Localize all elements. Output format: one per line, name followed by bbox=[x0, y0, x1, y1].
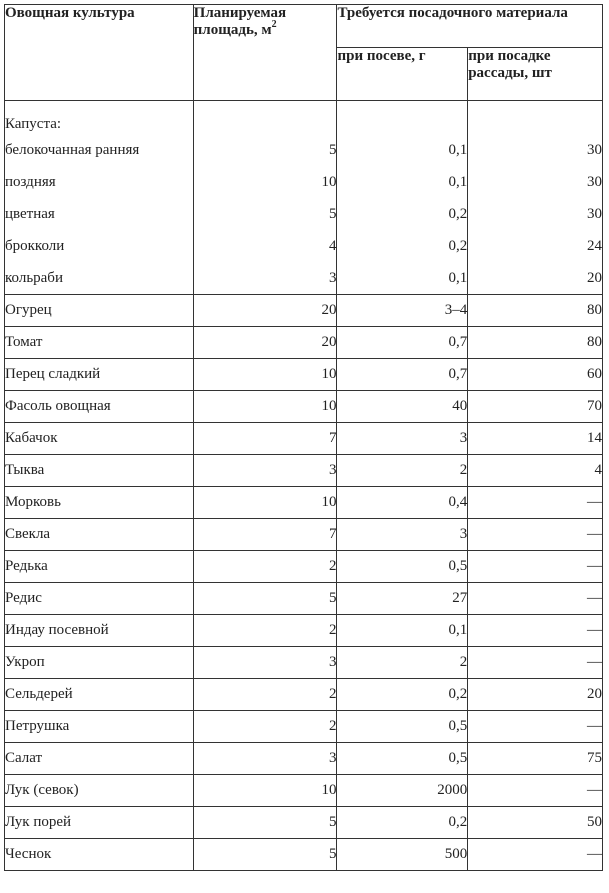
crop-name: цветная bbox=[5, 199, 194, 231]
seedling-count: 30 bbox=[468, 135, 603, 167]
crop-name: Фасоль овощная bbox=[5, 391, 194, 423]
planned-area: 5 bbox=[193, 839, 337, 871]
table-row bbox=[5, 231, 603, 263]
planned-area: 3 bbox=[193, 647, 337, 679]
planned-area: 10 bbox=[193, 487, 337, 519]
seedling-count: 24 bbox=[468, 231, 603, 263]
planned-area: 2 bbox=[193, 711, 337, 743]
seedling-count: 4 bbox=[468, 455, 603, 487]
planned-area: 3 bbox=[193, 263, 337, 295]
planned-area: 7 bbox=[193, 519, 337, 551]
crop-name: Лук (севок) bbox=[5, 775, 194, 807]
header-seedlings: при посадке рассады, шт bbox=[468, 48, 603, 101]
crop-name: поздняя bbox=[5, 167, 194, 199]
seed-amount: 0,2 bbox=[337, 231, 468, 263]
crop-name: Редька bbox=[5, 551, 194, 583]
seedling-count: — bbox=[468, 583, 603, 615]
table-row bbox=[5, 615, 603, 647]
crop-name: Тыква bbox=[5, 455, 194, 487]
crop-name: Редис bbox=[5, 583, 194, 615]
planned-area: 5 bbox=[193, 807, 337, 839]
crop-name: кольраби bbox=[5, 263, 194, 295]
table-row bbox=[5, 487, 603, 519]
seed-amount: 0,5 bbox=[337, 711, 468, 743]
table-row bbox=[5, 295, 603, 327]
planned-area: 5 bbox=[193, 199, 337, 231]
crop-name: белокочанная ранняя bbox=[5, 135, 194, 167]
seed-amount: 3 bbox=[337, 423, 468, 455]
header-area-text: Планируемая площадь, м bbox=[193, 5, 287, 38]
cabbage-label: Капуста: bbox=[5, 101, 194, 135]
planting-material-table bbox=[4, 4, 603, 871]
seedling-count: 70 bbox=[468, 391, 603, 423]
crop-name: Петрушка bbox=[5, 711, 194, 743]
seedling-count: 30 bbox=[468, 167, 603, 199]
seed-amount: 0,2 bbox=[337, 807, 468, 839]
crop-name: брокколи bbox=[5, 231, 194, 263]
header-material: Требуется посадочного материала bbox=[337, 5, 603, 48]
table-row bbox=[5, 455, 603, 487]
planned-area: 10 bbox=[193, 359, 337, 391]
header-area bbox=[193, 5, 337, 101]
seed-amount: 0,1 bbox=[337, 167, 468, 199]
planned-area: 20 bbox=[193, 295, 337, 327]
table-row bbox=[5, 839, 603, 871]
planned-area: 5 bbox=[193, 135, 337, 167]
seed-amount: 0,1 bbox=[337, 615, 468, 647]
header-crop: Овощная культура bbox=[5, 5, 194, 101]
planned-area: 2 bbox=[193, 615, 337, 647]
seedling-count: — bbox=[468, 775, 603, 807]
seed-amount: 0,2 bbox=[337, 679, 468, 711]
planned-area: 3 bbox=[193, 455, 337, 487]
seed-amount: 27 bbox=[337, 583, 468, 615]
table-row bbox=[5, 135, 603, 167]
seedling-count: 75 bbox=[468, 743, 603, 775]
crop-name: Чеснок bbox=[5, 839, 194, 871]
seed-amount: 0,2 bbox=[337, 199, 468, 231]
table-row bbox=[5, 263, 603, 295]
table-row bbox=[5, 647, 603, 679]
crop-name: Кабачок bbox=[5, 423, 194, 455]
seed-amount: 0,1 bbox=[337, 135, 468, 167]
header-area-sup: 2 bbox=[271, 19, 277, 30]
cabbage-group-row bbox=[5, 101, 603, 135]
seedling-count: — bbox=[468, 647, 603, 679]
seedling-count: 60 bbox=[468, 359, 603, 391]
seedling-count: 20 bbox=[468, 263, 603, 295]
seed-amount: 2 bbox=[337, 455, 468, 487]
seed-amount: 0,7 bbox=[337, 359, 468, 391]
planned-area: 7 bbox=[193, 423, 337, 455]
planned-area: 4 bbox=[193, 231, 337, 263]
crop-name: Перец сладкий bbox=[5, 359, 194, 391]
seedling-count: — bbox=[468, 519, 603, 551]
planned-area: 2 bbox=[193, 679, 337, 711]
table-row bbox=[5, 775, 603, 807]
table-row bbox=[5, 551, 603, 583]
table-row bbox=[5, 743, 603, 775]
seed-amount: 2000 bbox=[337, 775, 468, 807]
seed-amount: 3 bbox=[337, 519, 468, 551]
crop-name: Свекла bbox=[5, 519, 194, 551]
seedling-count: — bbox=[468, 551, 603, 583]
seed-amount: 2 bbox=[337, 647, 468, 679]
seedling-count: 50 bbox=[468, 807, 603, 839]
seedling-count: 20 bbox=[468, 679, 603, 711]
crop-name: Лук порей bbox=[5, 807, 194, 839]
crop-name: Томат bbox=[5, 327, 194, 359]
table-row bbox=[5, 391, 603, 423]
crop-name: Салат bbox=[5, 743, 194, 775]
planned-area: 3 bbox=[193, 743, 337, 775]
table-row bbox=[5, 807, 603, 839]
seedling-count: — bbox=[468, 839, 603, 871]
table-row bbox=[5, 199, 603, 231]
seed-amount: 0,1 bbox=[337, 263, 468, 295]
planned-area: 10 bbox=[193, 775, 337, 807]
crop-name: Укроп bbox=[5, 647, 194, 679]
seed-amount: 40 bbox=[337, 391, 468, 423]
seed-amount: 500 bbox=[337, 839, 468, 871]
table-row bbox=[5, 359, 603, 391]
seedling-count: 30 bbox=[468, 199, 603, 231]
table-row bbox=[5, 327, 603, 359]
table-row bbox=[5, 711, 603, 743]
planned-area: 2 bbox=[193, 551, 337, 583]
seed-amount: 3–4 bbox=[337, 295, 468, 327]
crop-name: Индау посевной bbox=[5, 615, 194, 647]
planned-area: 10 bbox=[193, 167, 337, 199]
seedling-count: 80 bbox=[468, 295, 603, 327]
seedling-count: — bbox=[468, 711, 603, 743]
seed-amount: 0,5 bbox=[337, 743, 468, 775]
seedling-count: — bbox=[468, 615, 603, 647]
table-row bbox=[5, 519, 603, 551]
seedling-count: — bbox=[468, 487, 603, 519]
planned-area: 5 bbox=[193, 583, 337, 615]
header-seed: при посеве, г bbox=[337, 48, 468, 101]
crop-name: Сельдерей bbox=[5, 679, 194, 711]
seed-amount: 0,5 bbox=[337, 551, 468, 583]
crop-name: Огурец bbox=[5, 295, 194, 327]
seed-amount: 0,7 bbox=[337, 327, 468, 359]
seedling-count: 14 bbox=[468, 423, 603, 455]
seed-amount: 0,4 bbox=[337, 487, 468, 519]
crop-name: Морковь bbox=[5, 487, 194, 519]
table-row bbox=[5, 679, 603, 711]
seedling-count: 80 bbox=[468, 327, 603, 359]
table-row bbox=[5, 423, 603, 455]
table-row bbox=[5, 583, 603, 615]
planned-area: 10 bbox=[193, 391, 337, 423]
table-row bbox=[5, 167, 603, 199]
planned-area: 20 bbox=[193, 327, 337, 359]
